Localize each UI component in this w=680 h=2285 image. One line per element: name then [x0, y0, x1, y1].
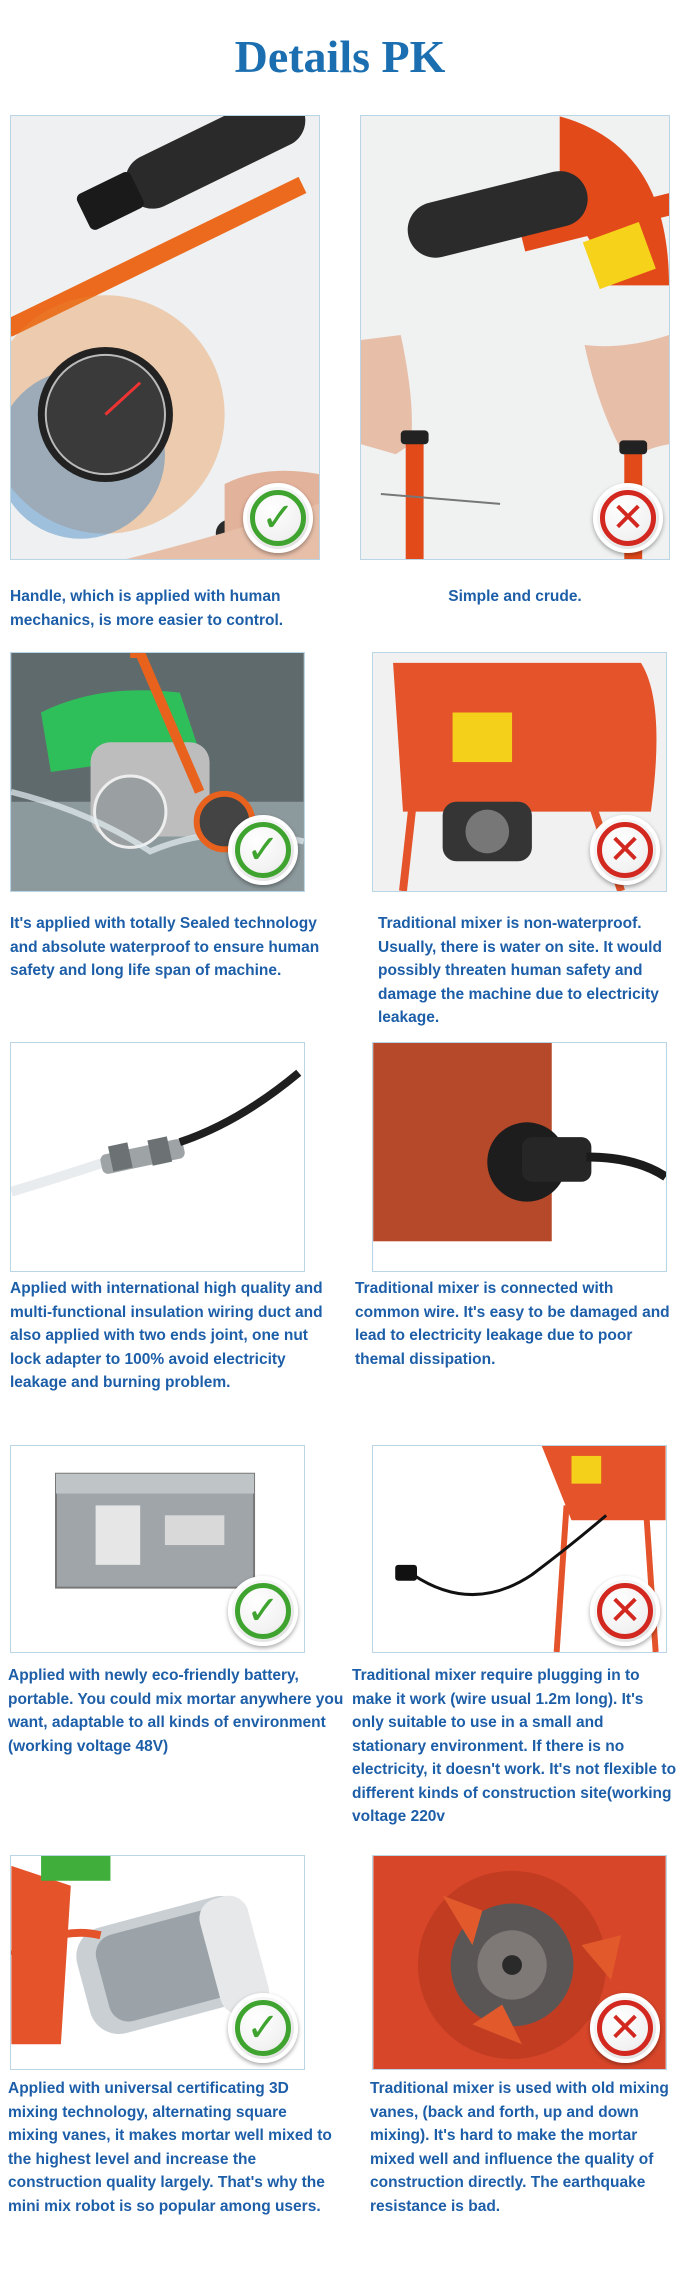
left-image-wiring — [10, 1042, 305, 1272]
common-wire-illustration — [373, 1043, 666, 1271]
right-image-handle — [360, 115, 670, 560]
page-title: Details PK — [234, 31, 446, 82]
caption-handle-con: Simple and crude. — [448, 588, 582, 605]
caption-wiring-pro: Applied with international high quality and multi-functional insulation wiring duct and also applied with two ends joint, one nut lock adapter to 100% avoid electricity leakage and burning problem. — [10, 1280, 323, 1391]
caption-vanes-con: Traditional mixer is used with old mixing vanes, (back and forth, up and down mixing). It's hard to make the mortar mixed well and influence the quality of construction directly. The earthquake resistance is bad. — [370, 2080, 669, 2215]
right-image-vanes — [372, 1855, 667, 2070]
left-image-vanes — [10, 1855, 305, 2070]
left-image-battery — [10, 1445, 305, 1653]
right-image-power — [372, 1445, 667, 1653]
cross-mark-icon: ✕ — [590, 1993, 660, 2063]
check-mark-icon: ✓ — [228, 1576, 298, 1646]
caption-waterproof-con: Traditional mixer is non-waterproof. Usually, there is water on site. It would possibly threaten human safety and damage the machine due to electricity leakage. — [378, 915, 662, 1026]
caption-vanes-pro: Applied with universal certificating 3D mixing technology, alternating square mixing vanes, it makes mortar well mixed to the highest level and increase the construction quality largely. That's why the mini mix robot is so popular among users. — [8, 2080, 332, 2215]
caption-power-pro: Applied with newly eco-friendly battery, portable. You could mix mortar anywhere you want, adaptable to all kinds of environment (working voltage 48V) — [8, 1667, 344, 1755]
caption-wiring-con: Traditional mixer is connected with common wire. It's easy to be damaged and lead to electricity leakage due to poor themal dissipation. — [355, 1280, 670, 1368]
check-mark-icon: ✓ — [243, 483, 313, 553]
wire-connector-illustration — [11, 1043, 304, 1271]
check-mark-icon: ✓ — [228, 1993, 298, 2063]
check-mark-icon: ✓ — [228, 815, 298, 885]
cross-mark-icon: ✕ — [590, 815, 660, 885]
cross-mark-icon: ✕ — [590, 1576, 660, 1646]
left-image-handle — [10, 115, 320, 560]
caption-waterproof-pro: It's applied with totally Sealed technology and absolute waterproof to ensure human safety and long life span of machine. — [10, 915, 320, 979]
right-image-waterproof — [372, 652, 667, 892]
cross-mark-icon: ✕ — [593, 483, 663, 553]
right-image-wiring — [372, 1042, 667, 1272]
left-image-waterproof — [10, 652, 305, 892]
caption-handle-pro: Handle, which is applied with human mechanics, is more easier to control. — [10, 588, 284, 629]
caption-power-con: Traditional mixer require plugging in to make it work (wire usual 1.2m long). It's only suitable to use in a small and stationary environment. If there is no electricity, it doesn't work. It's not flexible to different kinds of construction site(working voltage 220v — [352, 1667, 677, 1825]
